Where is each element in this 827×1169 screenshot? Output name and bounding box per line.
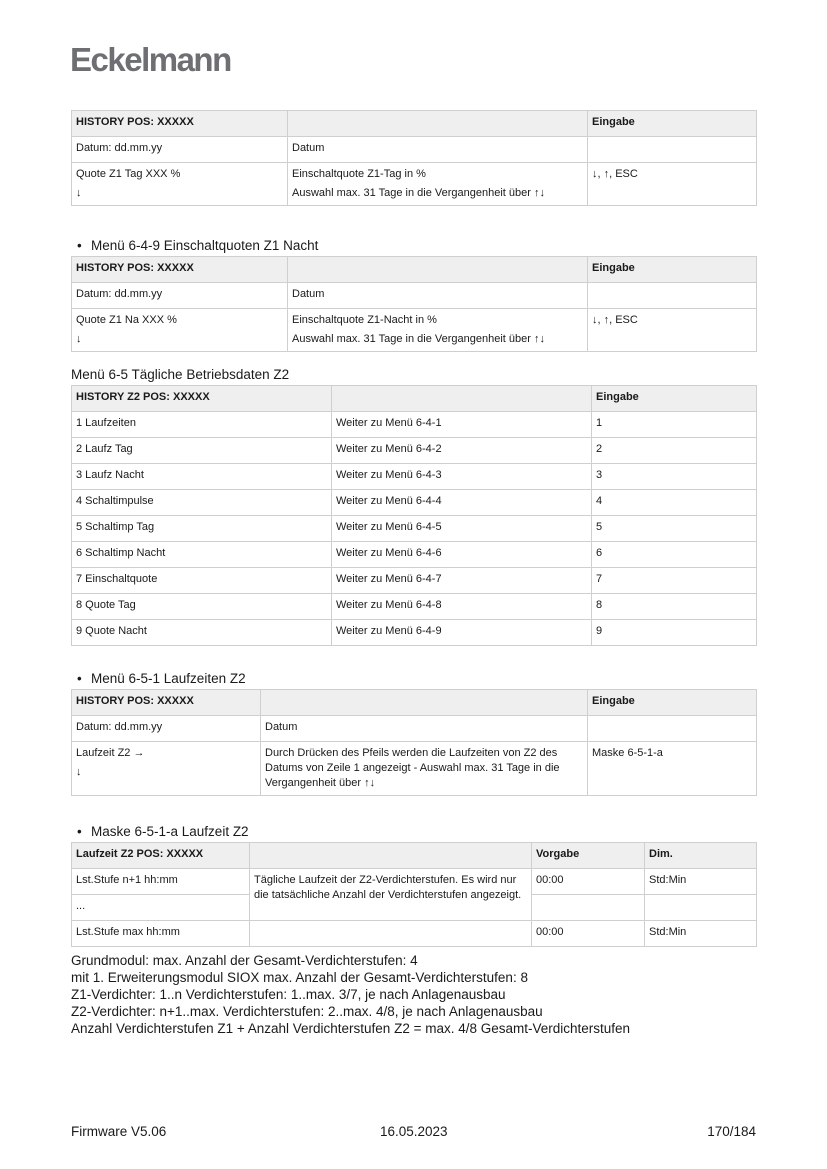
table-row <box>72 594 757 620</box>
cell-line: Auswahl max. 31 Tage in die Vergangenheit über ↑↓ <box>292 333 545 345</box>
section-heading: Menü 6-5 Tägliche Betriebsdaten Z2 <box>71 367 290 382</box>
section-heading <box>71 670 756 687</box>
table-cell: Std:Min <box>645 921 757 947</box>
table-cell: 9 <box>592 620 757 646</box>
table-cell: Weiter zu Menü 6-4-9 <box>332 620 592 646</box>
footer-page-number: 170/184 <box>707 1124 756 1139</box>
table-cell: 1 Laufzeiten <box>72 412 332 438</box>
table-row <box>72 137 757 163</box>
table-header-row <box>72 843 757 869</box>
menu-6-4-9-section <box>71 237 756 352</box>
table-cell <box>588 137 757 163</box>
table-cell: 5 <box>592 516 757 542</box>
table-row <box>72 568 757 594</box>
header-cell: Eingabe <box>588 111 757 137</box>
table-cell: 00:00 <box>532 921 645 947</box>
header-cell: Eingabe <box>592 386 757 412</box>
table-row <box>72 716 757 742</box>
table-row <box>72 516 757 542</box>
header-cell: HISTORY POS: XXXXX <box>72 690 261 716</box>
cell-line: Quote Z1 Na XXX % <box>76 314 177 326</box>
mask-6-5-1-a-table <box>71 842 757 947</box>
table-cell: Lst.Stufe n+1 hh:mm <box>72 869 250 895</box>
header-cell: Eingabe <box>588 690 757 716</box>
table-cell: Weiter zu Menü 6-4-7 <box>332 568 592 594</box>
table-cell: 4 Schaltimpulse <box>72 490 332 516</box>
table-cell: Weiter zu Menü 6-4-5 <box>332 516 592 542</box>
table-cell <box>288 309 588 352</box>
table-cell: Lst.Stufe max hh:mm <box>72 921 250 947</box>
header-cell <box>288 111 588 137</box>
table-cell <box>288 163 588 206</box>
table-cell: Datum <box>261 716 588 742</box>
table-cell: Datum <box>288 137 588 163</box>
table-cell <box>645 895 757 921</box>
notes <box>71 952 771 1037</box>
table-cell: 3 Laufz Nacht <box>72 464 332 490</box>
table-cell <box>72 163 288 206</box>
note-line: Z2-Verdichter: n+1..max. Verdichterstufen: 2..max. 4/8, je nach Anlagenausbau <box>71 1004 543 1019</box>
table-cell <box>588 716 757 742</box>
down-arrow: ↓ <box>76 187 82 199</box>
section-heading <box>71 237 756 254</box>
footer-firmware: Firmware V5.06 <box>71 1124 167 1139</box>
table-row <box>72 309 757 352</box>
header-cell: Laufzeit Z2 POS: XXXXX <box>72 843 250 869</box>
bullet-icon: • <box>77 238 82 253</box>
header-cell <box>261 690 588 716</box>
table-cell: Std:Min <box>645 869 757 895</box>
table-cell: Weiter zu Menü 6-4-2 <box>332 438 592 464</box>
table-cell: 2 Laufz Tag <box>72 438 332 464</box>
description-cell: Tägliche Laufzeit der Z2-Verdichterstufen. Es wird nur die tatsächliche Anzahl der Verdichterstufen angezeigt. <box>250 869 532 921</box>
note-line: Anzahl Verdichterstufen Z1 + Anzahl Verdichterstufen Z2 = max. 4/8 Gesamt-Verdichterstufen <box>71 1021 631 1036</box>
table-row <box>72 542 757 568</box>
table-cell: 7 Einschaltquote <box>72 568 332 594</box>
header-cell: Dim. <box>645 843 757 869</box>
table-row <box>72 742 757 796</box>
menu-6-5-table <box>71 385 757 646</box>
header-cell: Vorgabe <box>532 843 645 869</box>
header-cell: HISTORY Z2 POS: XXXXX <box>72 386 332 412</box>
header-cell: Eingabe <box>588 257 757 283</box>
table-cell: Weiter zu Menü 6-4-8 <box>332 594 592 620</box>
table-row <box>72 163 757 206</box>
table-cell <box>588 283 757 309</box>
table-header-row <box>72 386 757 412</box>
table-cell: 7 <box>592 568 757 594</box>
table-cell <box>250 921 532 947</box>
menu-6-5-section <box>71 366 756 646</box>
menu-6-5-1-table <box>71 689 757 796</box>
table-cell: 4 <box>592 490 757 516</box>
history-z1-tag-section <box>71 110 756 206</box>
section-heading-text: Menü 6-5-1 Laufzeiten Z2 <box>91 671 246 686</box>
table-cell: 6 <box>592 542 757 568</box>
table-cell: 3 <box>592 464 757 490</box>
table-cell: Weiter zu Menü 6-4-1 <box>332 412 592 438</box>
table-row <box>72 620 757 646</box>
down-arrow: ↓ <box>76 333 82 345</box>
table-cell: 8 Quote Tag <box>72 594 332 620</box>
table-cell: Datum: dd.mm.yy <box>72 716 261 742</box>
table-cell: ↓, ↑, ESC <box>588 309 757 352</box>
table-cell: 1 <box>592 412 757 438</box>
cell-line: Einschaltquote Z1-Nacht in % <box>292 314 437 326</box>
table-cell: 2 <box>592 438 757 464</box>
table-cell: Maske 6-5-1-a <box>588 742 757 796</box>
table-header-row <box>72 257 757 283</box>
note-line: mit 1. Erweiterungsmodul SIOX max. Anzahl der Gesamt-Verdichterstufen: 8 <box>71 970 528 985</box>
table-row <box>72 283 757 309</box>
section-heading <box>71 823 756 840</box>
footer-date: 16.05.2023 <box>380 1124 448 1139</box>
bullet-icon: • <box>77 671 82 686</box>
table-cell <box>532 895 645 921</box>
table-cell: 00:00 <box>532 869 645 895</box>
table-cell <box>72 309 288 352</box>
note-line: Z1-Verdichter: 1..n Verdichterstufen: 1..max. 3/7, je nach Anlagenausbau <box>71 987 506 1002</box>
table-cell: Datum: dd.mm.yy <box>72 137 288 163</box>
history-z1-tag-table <box>71 110 757 206</box>
table-cell: Durch Drücken des Pfeils werden die Laufzeiten von Z2 des Datums von Zeile 1 angezeigt - Auswahl max. 31 Tage in die Vergangenheit über ↑↓ <box>261 742 588 796</box>
table-header-row <box>72 111 757 137</box>
header-cell <box>332 386 592 412</box>
header-cell: HISTORY POS: XXXXX <box>72 111 288 137</box>
bullet-icon: • <box>77 824 82 839</box>
table-row <box>72 921 757 947</box>
section-heading-text: Menü 6-4-9 Einschaltquoten Z1 Nacht <box>91 238 319 253</box>
cell-line: Laufzeit Z2 → <box>76 747 145 759</box>
mask-6-5-1-a-section <box>71 823 756 947</box>
table-row <box>72 490 757 516</box>
table-row <box>72 412 757 438</box>
table-cell: ↓, ↑, ESC <box>588 163 757 206</box>
section-heading-text: Maske 6-5-1-a Laufzeit Z2 <box>91 824 249 839</box>
header-cell: HISTORY POS: XXXXX <box>72 257 288 283</box>
table-cell: Weiter zu Menü 6-4-3 <box>332 464 592 490</box>
menu-6-5-1-section <box>71 670 756 796</box>
table-row <box>72 438 757 464</box>
cell-line: Auswahl max. 31 Tage in die Vergangenheit über ↑↓ <box>292 187 545 199</box>
table-cell: 6 Schaltimp Nacht <box>72 542 332 568</box>
down-arrow: ↓ <box>76 766 82 778</box>
table-cell: ... <box>72 895 250 921</box>
table-cell: 5 Schaltimp Tag <box>72 516 332 542</box>
table-cell: Weiter zu Menü 6-4-6 <box>332 542 592 568</box>
cell-line: Quote Z1 Tag XXX % <box>76 168 181 180</box>
table-cell: Weiter zu Menü 6-4-4 <box>332 490 592 516</box>
note-line: Grundmodul: max. Anzahl der Gesamt-Verdichterstufen: 4 <box>71 953 418 968</box>
table-header-row <box>72 690 757 716</box>
table-cell <box>72 742 261 796</box>
menu-6-4-9-table <box>71 256 757 352</box>
header-cell <box>288 257 588 283</box>
header-cell <box>250 843 532 869</box>
table-cell: 8 <box>592 594 757 620</box>
table-cell: Datum: dd.mm.yy <box>72 283 288 309</box>
eckelmann-logo: Eckelmann <box>70 41 231 78</box>
table-row <box>72 464 757 490</box>
cell-line: Einschaltquote Z1-Tag in % <box>292 168 426 180</box>
table-cell: 9 Quote Nacht <box>72 620 332 646</box>
table-cell: Datum <box>288 283 588 309</box>
table-row <box>72 869 757 895</box>
